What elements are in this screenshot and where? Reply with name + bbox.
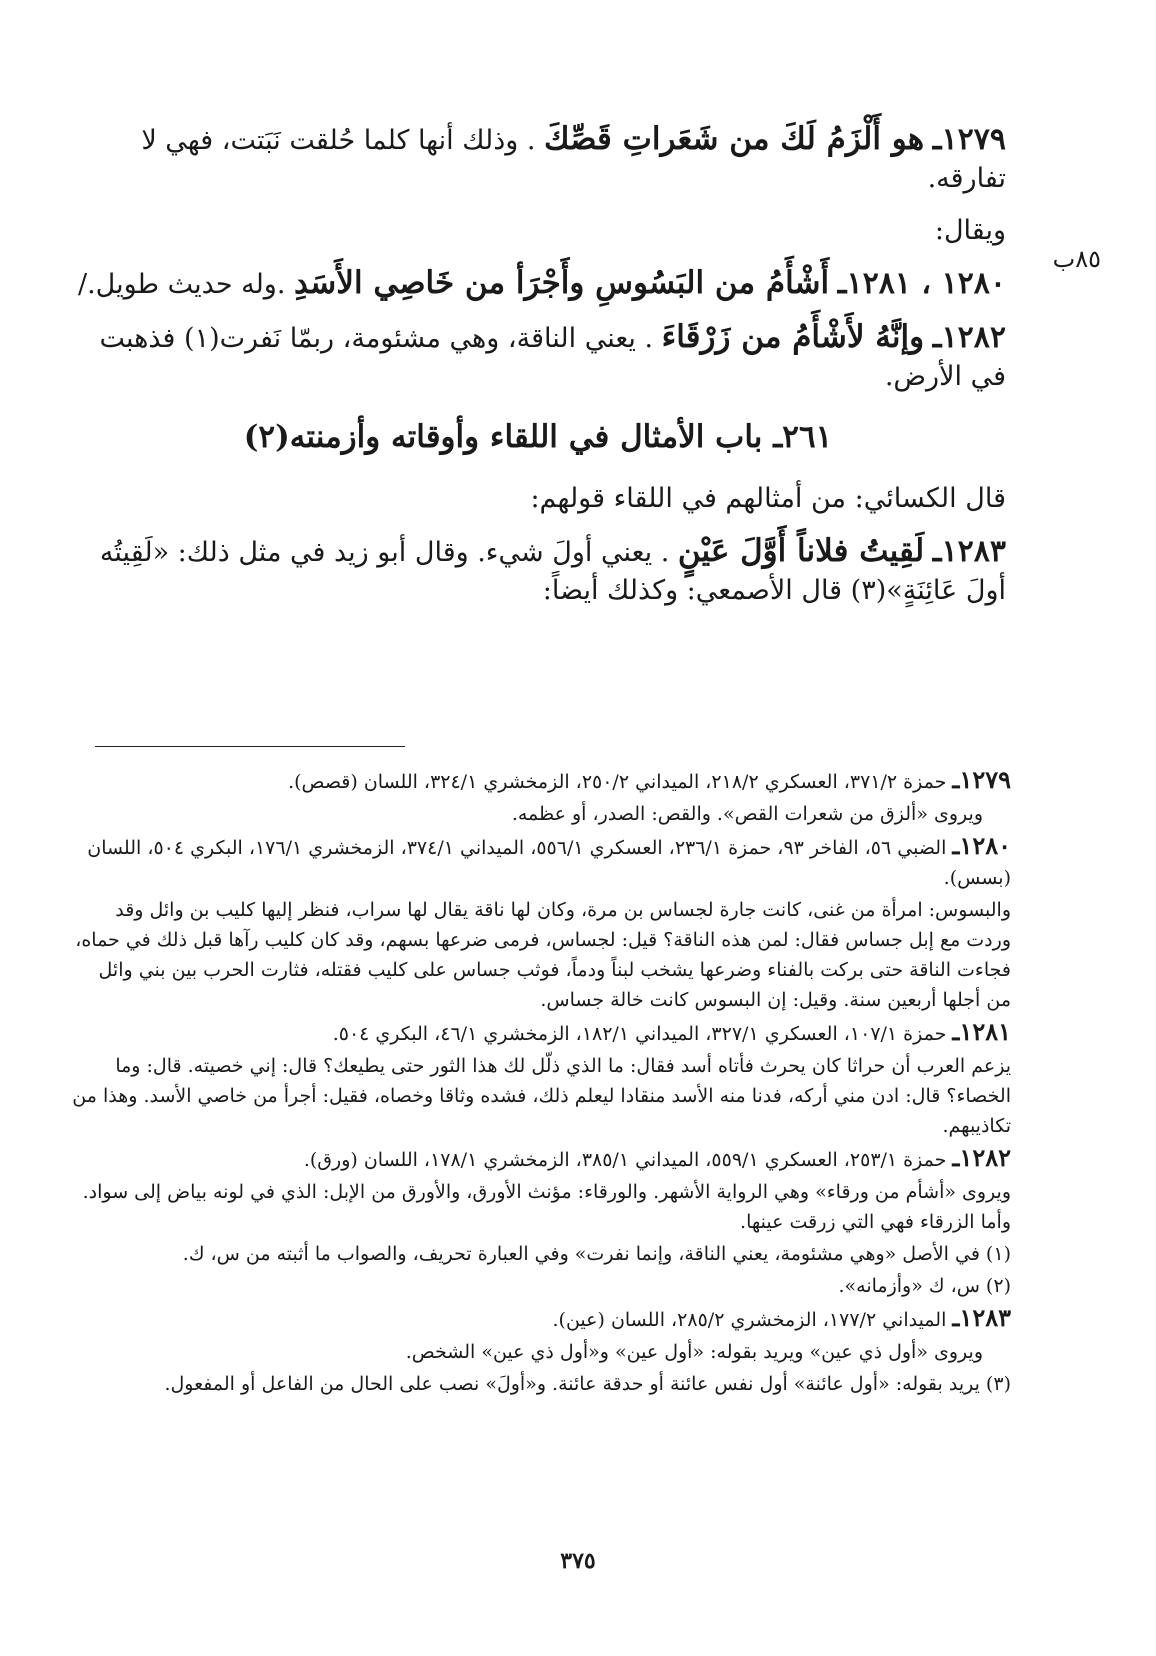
footnote-text: (٢) س، ك «وأزمانه». — [838, 1275, 1011, 1297]
proverb-1282 — [70, 318, 1006, 396]
footnote-text: حمزة ٣٧١/٢، العسكري ٢١٨/٢، الميداني ٢٥٠/٢، الزمخشري ٣٢٤/١، اللسان (قصص). — [288, 771, 947, 793]
page-number: ٣٧٥ — [560, 1548, 596, 1574]
intro-line — [70, 480, 1006, 518]
proverb-text: وإنَّهُ لأَشْأَمُ من زَرْقَاءَ — [661, 319, 925, 355]
footnote-text: حمزة ١٠٧/١، العسكري ٣٢٧/١، الميداني ١٨٢/١، الزمخشري ٤٦/١، البكري ٥٠٤. — [332, 1023, 947, 1045]
transition-line — [70, 212, 1006, 250]
footnote-text: (١) في الأصل «وهي مشئومة، يعني الناقة، وإنما نفرت» وفي العبارة تحريف، والصواب ما أثبته من س، ك. — [182, 1243, 1011, 1265]
footnote-number: ١٢٨٢ـ — [952, 1143, 1011, 1172]
footnote-entry — [70, 1143, 1011, 1175]
footnote-entry — [70, 1177, 1011, 1237]
footnote-entry — [70, 895, 1011, 1015]
proverb-1279 — [70, 120, 1006, 198]
footnote-text: (٣) يريد بقوله: «أول عائنة» أول نفس عائنة أو حدقة عائنة. و«أولَ» نصب على الحال من الفاعل أو المفعول. — [164, 1373, 1011, 1395]
footnote-number: ١٢٧٩ـ — [952, 765, 1011, 794]
transition-text: ويقال: — [934, 215, 1006, 246]
footnote-text: ويروى «ألزق من شعرات القص». والقص: الصدر، أو عظمه. — [511, 803, 983, 825]
footnote-entry — [70, 1337, 1011, 1367]
footnote-text: ويروى «أول ذي عين» ويريد بقوله: «أول عين» و«أول ذي عين» الشخص. — [405, 1341, 983, 1363]
main-text — [70, 120, 1006, 624]
proverb-number: ١٢٨٠ ، ١٢٨١ـ — [837, 266, 1006, 301]
manuscript-folio-marker: ٨٥ب — [1052, 245, 1101, 273]
footnote-text: والبسوس: امرأة من غنى، كانت جارة لجساس بن مرة، وكان لها ناقة يقال لها سراب، فنظر إليها كليب بن وائل وقد وردت مع إبل جساس فقال: لمن هذه الناقة؟ قيل: لجساس، فرمى ضرعها بسهم، وقد كان كليب رآها قبل ذلك في حماه، فجاءت الناقة حتى بركت بالفناء وضرعها يشخب لبناً ودماً، فوثب جساس على كليب فقتله، فثارت الحرب بين بني وائل من أجلها أربعين سنة. وقيل: إن البسوس كانت خالة جساس. — [75, 899, 1011, 1011]
intro-text: قال الكسائي: من أمثالهم في اللقاء قولهم: — [530, 483, 1006, 514]
section-heading: ٢٦١ـ باب الأمثال في اللقاء وأوقاته وأزمنته(٢) — [243, 419, 833, 455]
footnote-entry — [70, 799, 1011, 829]
proverb-1280-1281 — [70, 264, 1006, 304]
proverb-number: ١٢٧٩ـ — [932, 122, 1006, 157]
footnote-divider — [95, 746, 405, 747]
footnote-entry — [70, 765, 1011, 797]
footnote-entry — [70, 831, 1011, 893]
proverb-1283 — [70, 532, 1006, 610]
proverb-commentary: . وذلك أنها كلما حُلقت نَبَتت، فهي لا تفارقه. — [141, 125, 1006, 194]
footnote-number: ١٢٨٠ـ — [952, 831, 1011, 860]
proverb-number: ١٢٨٢ـ — [932, 320, 1006, 355]
footnote-entry — [70, 1017, 1011, 1049]
footnote-entry — [70, 1303, 1011, 1335]
footnotes — [70, 765, 1011, 1401]
footnote-text: الضبي ٥٦، الفاخر ٩٣، حمزة ٢٣٦/١، العسكري ٥٥٦/١، الميداني ٣٧٤/١، الزمخشري ١٧٦/١، البكري ٥٠٤، اللسان (بسس). — [87, 837, 1011, 889]
editorial-note — [70, 1239, 1011, 1269]
proverb-text: أَشْأَمُ من البَسُوسِ وأَجْرَأ من خَاصِي الأَسَدِ — [294, 265, 830, 301]
footnote-text: حمزة ٢٥٣/١، العسكري ٥٥٩/١، الميداني ٣٨٥/١، الزمخشري ١٧٨/١، اللسان (ورق). — [303, 1149, 947, 1171]
proverb-commentary: . يعني الناقة، وهي مشئومة، ربمّا نَفرت(١) فذهبت في الأرض. — [99, 323, 1006, 392]
proverb-text: هو أَلْزَمُ لَكَ من شَعَراتِ قَصِّكَ — [544, 121, 925, 157]
proverb-number: ١٢٨٣ـ — [932, 534, 1006, 569]
editorial-note — [70, 1369, 1011, 1399]
proverb-commentary: .وله حديث طويل./ — [77, 269, 286, 300]
footnote-text: الميداني ١٧٧/٢، الزمخشري ٢٨٥/٢، اللسان (عين). — [552, 1309, 947, 1331]
footnote-entry — [70, 1051, 1011, 1141]
footnote-text: يزعم العرب أن حراثا كان يحرث فأتاه أسد فقال: ما الذي ذلّل لك هذا الثور حتى يطيعك؟ قال: إني خصيته. قال: وما الخصاء؟ قال: ادن مني أركه، فدنا منه الأسد منقادا ليعلم ذلك، فشده وثاقا وخصاه، فقيل: أجرأ من خاصي الأسد. وهذا من تكاذيبهم. — [72, 1055, 1011, 1137]
editorial-note — [70, 1271, 1011, 1301]
proverb-commentary: . يعني أولَ شيء. وقال أبو زيد في مثل ذلك: «لَقِيتُه أولَ عَائِنَةٍ»(٣) قال الأصمعي: وكذلك أيضاً: — [99, 537, 1006, 606]
footnote-number: ١٢٨٣ـ — [952, 1303, 1011, 1332]
proverb-text: لَقِيتُ فلاناً أَوَّلَ عَيْنٍ — [677, 533, 925, 569]
footnote-text: ويروى «أشأم من ورقاء» وهي الرواية الأشهر. والورقاء: مؤنث الأورق، والأورق من الإبل: الذي في لونه بياض إلى سواد. وأما الزرقاء فهي التي زرقت عينها. — [82, 1181, 1011, 1233]
footnote-number: ١٢٨١ـ — [952, 1017, 1011, 1046]
